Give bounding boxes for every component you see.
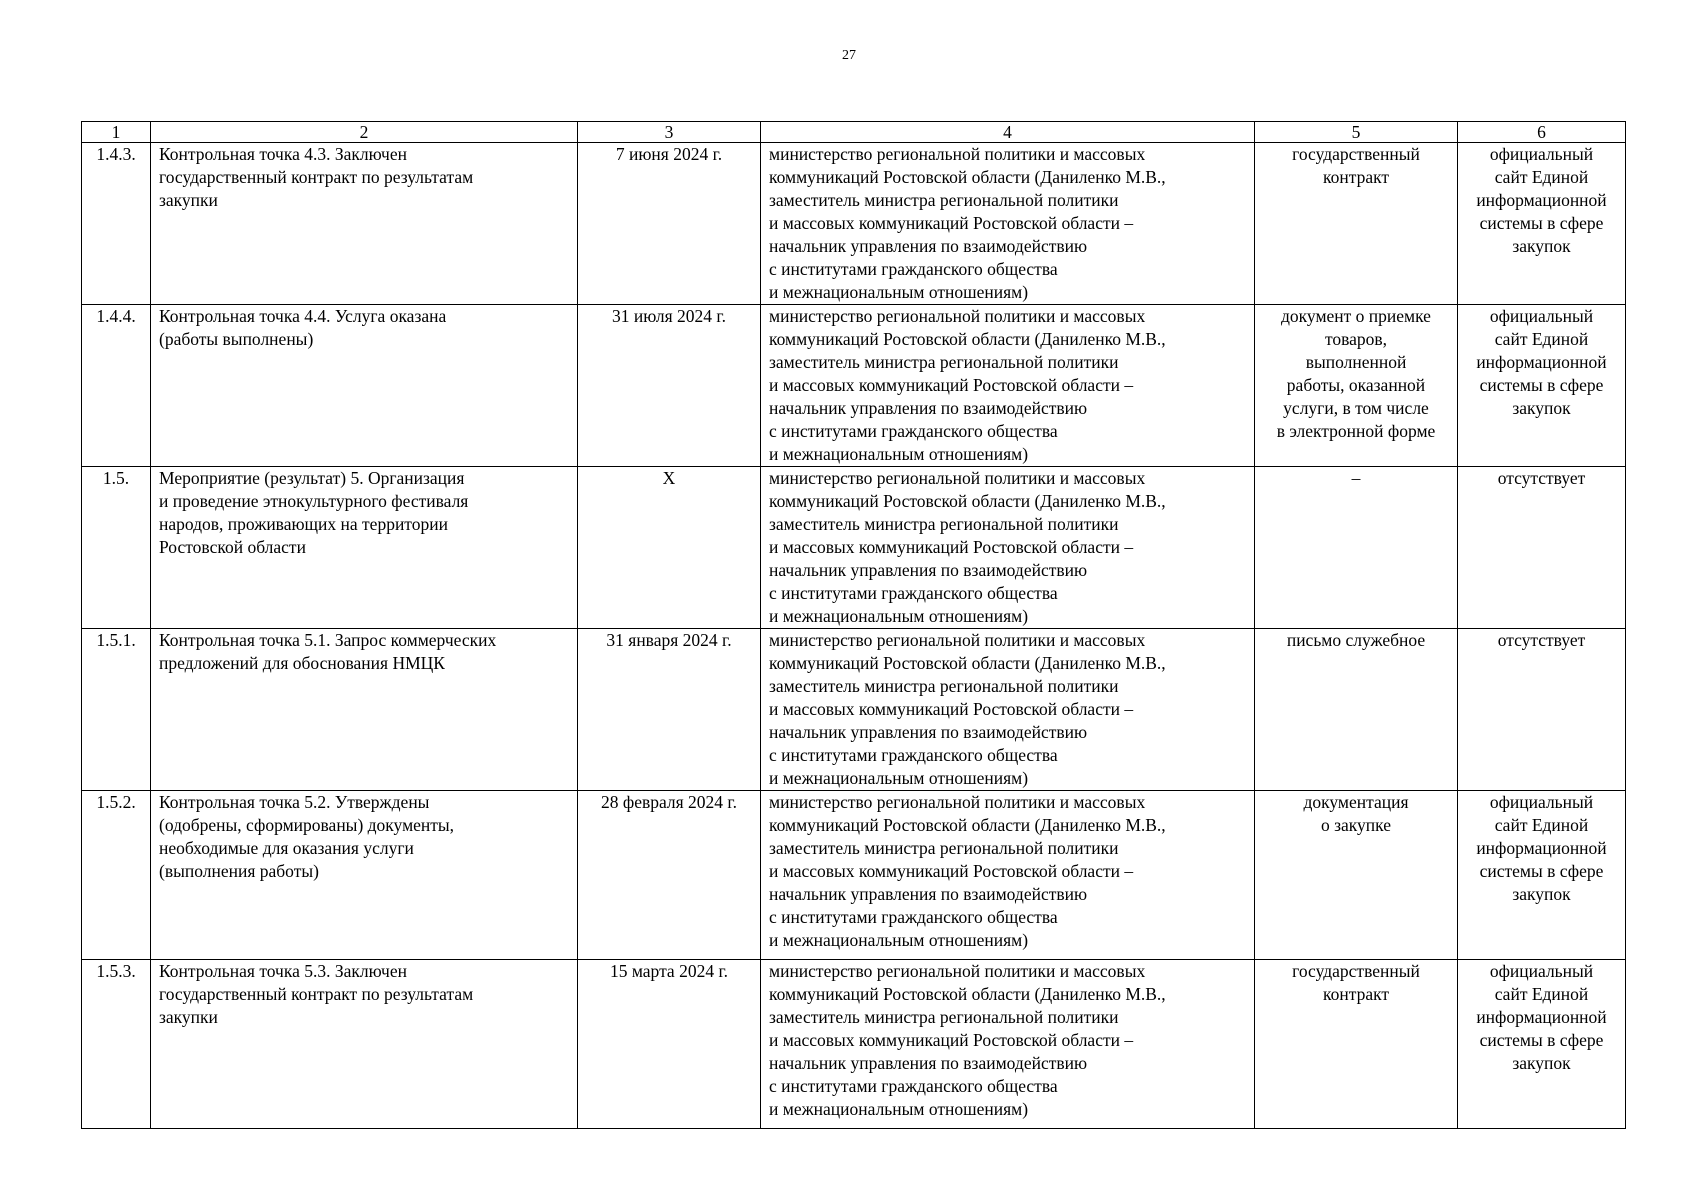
document-type xyxy=(1255,960,1458,1129)
event-name-line: (работы выполнены) xyxy=(159,329,314,349)
header-col-5: 5 xyxy=(1255,122,1458,143)
responsible-person-line: заместитель министра региональной политики xyxy=(769,838,1119,858)
information-system-line: информационной xyxy=(1476,352,1607,372)
responsible-person-line: начальник управления по взаимодействию xyxy=(769,398,1088,418)
responsible-person-line: заместитель министра региональной политики xyxy=(769,352,1119,372)
information-system-line: информационной xyxy=(1476,838,1607,858)
event-name-line: Контрольная точка 4.3. Заключен xyxy=(159,144,407,164)
event-name-line: (одобрены, сформированы) документы, xyxy=(159,815,455,835)
responsible-person-line: и массовых коммуникаций Ростовской области – xyxy=(769,699,1134,719)
responsible-person xyxy=(761,143,1255,305)
event-name-line: (выполнения работы) xyxy=(159,861,319,881)
responsible-person-line: и межнациональным отношениям) xyxy=(769,444,1029,464)
information-system-line: информационной xyxy=(1476,190,1607,210)
responsible-person-line: министерство региональной политики и массовых xyxy=(769,961,1146,981)
information-system xyxy=(1458,629,1626,791)
information-system-line: закупок xyxy=(1512,236,1571,256)
information-system-line: информационной xyxy=(1476,1007,1607,1027)
information-system-line: официальный xyxy=(1489,144,1594,164)
information-system-line: сайт Единой xyxy=(1494,984,1589,1004)
responsible-person-line: с институтами гражданского общества xyxy=(769,907,1058,927)
information-system-line: сайт Единой xyxy=(1494,329,1589,349)
table-row xyxy=(82,143,1626,305)
responsible-person-line: с институтами гражданского общества xyxy=(769,745,1058,765)
responsible-person-line: и массовых коммуникаций Ростовской области – xyxy=(769,375,1134,395)
event-name xyxy=(151,467,578,629)
responsible-person-line: министерство региональной политики и массовых xyxy=(769,792,1146,812)
responsible-person-line: коммуникаций Ростовской области (Даниленко М.В., xyxy=(769,815,1166,835)
row-number: 1.5.3. xyxy=(82,960,151,1129)
responsible-person-line: с институтами гражданского общества xyxy=(769,583,1058,603)
responsible-person-line: и массовых коммуникаций Ростовской области – xyxy=(769,861,1134,881)
information-system-line: закупок xyxy=(1512,1053,1571,1073)
information-system xyxy=(1458,143,1626,305)
table-row xyxy=(82,305,1626,467)
information-system-line: закупок xyxy=(1512,398,1571,418)
document-type-line: государственный xyxy=(1292,144,1420,164)
responsible-person-line: заместитель министра региональной политики xyxy=(769,514,1119,534)
table-row xyxy=(82,791,1626,960)
responsible-person-line: заместитель министра региональной политики xyxy=(769,676,1119,696)
event-name-line: Контрольная точка 4.4. Услуга оказана xyxy=(159,306,447,326)
deadline-date: 31 июля 2024 г. xyxy=(578,305,761,467)
event-name-line: и проведение этнокультурного фестиваля xyxy=(159,491,469,511)
document-type-line: в электронной форме xyxy=(1276,421,1436,441)
row-number: 1.4.3. xyxy=(82,143,151,305)
responsible-person-line: с институтами гражданского общества xyxy=(769,259,1058,279)
responsible-person-line: министерство региональной политики и массовых xyxy=(769,630,1146,650)
document-type xyxy=(1255,143,1458,305)
information-system xyxy=(1458,960,1626,1129)
event-name-line: Контрольная точка 5.1. Запрос коммерческих xyxy=(159,630,497,650)
document-type-line: услуги, в том числе xyxy=(1283,398,1429,418)
header-col-3: 3 xyxy=(578,122,761,143)
row-number: 1.5. xyxy=(82,467,151,629)
information-system-line: официальный xyxy=(1489,306,1594,326)
information-system-line: системы в сфере xyxy=(1479,861,1604,881)
responsible-person-line: начальник управления по взаимодействию xyxy=(769,560,1088,580)
responsible-person-line: и массовых коммуникаций Ростовской области – xyxy=(769,1030,1134,1050)
responsible-person-line: коммуникаций Ростовской области (Даниленко М.В., xyxy=(769,491,1166,511)
row-number: 1.5.1. xyxy=(82,629,151,791)
information-system-line: закупок xyxy=(1512,884,1571,904)
responsible-person-line: с институтами гражданского общества xyxy=(769,1076,1058,1096)
document-type-line: документация xyxy=(1303,792,1409,812)
information-system xyxy=(1458,305,1626,467)
document-type xyxy=(1255,467,1458,629)
deadline-date: 31 января 2024 г. xyxy=(578,629,761,791)
information-system-line: отсутствует xyxy=(1497,630,1586,650)
document-type xyxy=(1255,305,1458,467)
event-name-line: государственный контракт по результатам xyxy=(159,167,474,187)
table-row xyxy=(82,960,1626,1129)
row-number: 1.4.4. xyxy=(82,305,151,467)
responsible-person xyxy=(761,629,1255,791)
responsible-person-line: и массовых коммуникаций Ростовской области – xyxy=(769,213,1134,233)
responsible-person-line: и межнациональным отношениям) xyxy=(769,930,1029,950)
document-type-line: контракт xyxy=(1322,984,1390,1004)
event-name xyxy=(151,305,578,467)
event-name xyxy=(151,960,578,1129)
information-system-line: сайт Единой xyxy=(1494,815,1589,835)
document-type-line: письмо служебное xyxy=(1286,630,1426,650)
deadline-date: 15 марта 2024 г. xyxy=(578,960,761,1129)
responsible-person-line: коммуникаций Ростовской области (Даниленко М.В., xyxy=(769,984,1166,1004)
row-number: 1.5.2. xyxy=(82,791,151,960)
event-name xyxy=(151,143,578,305)
responsible-person-line: и межнациональным отношениям) xyxy=(769,768,1029,788)
information-system-line: официальный xyxy=(1489,792,1594,812)
responsible-person-line: и межнациональным отношениям) xyxy=(769,282,1029,302)
event-name-line: закупки xyxy=(159,1007,218,1027)
event-name xyxy=(151,791,578,960)
responsible-person-line: и межнациональным отношениям) xyxy=(769,1099,1029,1119)
deadline-date: X xyxy=(578,467,761,629)
responsible-person xyxy=(761,960,1255,1129)
document-type-line: – xyxy=(1351,468,1361,488)
event-name-line: народов, проживающих на территории xyxy=(159,514,448,534)
header-col-4: 4 xyxy=(761,122,1255,143)
document-type xyxy=(1255,629,1458,791)
event-name-line: Контрольная точка 5.2. Утверждены xyxy=(159,792,430,812)
document-type-line: товаров, xyxy=(1324,329,1388,349)
document-type-line: о закупке xyxy=(1320,815,1391,835)
table-header-row xyxy=(82,122,1626,143)
deadline-date: 7 июня 2024 г. xyxy=(578,143,761,305)
table-row xyxy=(82,467,1626,629)
event-name-line: необходимые для оказания услуги xyxy=(159,838,414,858)
control-points-table xyxy=(81,121,1626,1129)
information-system-line: системы в сфере xyxy=(1479,375,1604,395)
header-col-6: 6 xyxy=(1458,122,1626,143)
document-type-line: работы, оказанной xyxy=(1286,375,1426,395)
responsible-person-line: коммуникаций Ростовской области (Даниленко М.В., xyxy=(769,167,1166,187)
information-system-line: отсутствует xyxy=(1497,468,1586,488)
deadline-date: 28 февраля 2024 г. xyxy=(578,791,761,960)
responsible-person-line: и межнациональным отношениям) xyxy=(769,606,1029,626)
responsible-person-line: начальник управления по взаимодействию xyxy=(769,884,1088,904)
document-type-line: документ о приемке xyxy=(1281,306,1431,326)
responsible-person xyxy=(761,791,1255,960)
responsible-person-line: и массовых коммуникаций Ростовской области – xyxy=(769,537,1134,557)
responsible-person-line: коммуникаций Ростовской области (Даниленко М.В., xyxy=(769,653,1166,673)
document-type-line: выполненной xyxy=(1305,352,1407,372)
event-name-line: закупки xyxy=(159,190,218,210)
event-name-line: Ростовской области xyxy=(159,537,306,557)
responsible-person xyxy=(761,467,1255,629)
event-name-line: Мероприятие (результат) 5. Организация xyxy=(159,468,465,488)
table-body xyxy=(82,143,1626,1129)
responsible-person-line: министерство региональной политики и массовых xyxy=(769,306,1146,326)
responsible-person-line: начальник управления по взаимодействию xyxy=(769,1053,1088,1073)
responsible-person-line: коммуникаций Ростовской области (Даниленко М.В., xyxy=(769,329,1166,349)
information-system-line: системы в сфере xyxy=(1479,1030,1604,1050)
event-name-line: Контрольная точка 5.3. Заключен xyxy=(159,961,407,981)
information-system-line: сайт Единой xyxy=(1494,167,1589,187)
information-system-line: системы в сфере xyxy=(1479,213,1604,233)
document-type-line: контракт xyxy=(1322,167,1390,187)
event-name xyxy=(151,629,578,791)
responsible-person-line: начальник управления по взаимодействию xyxy=(769,236,1088,256)
responsible-person xyxy=(761,305,1255,467)
page-number: 27 xyxy=(842,48,856,63)
responsible-person-line: министерство региональной политики и массовых xyxy=(769,468,1146,488)
event-name-line: государственный контракт по результатам xyxy=(159,984,474,1004)
information-system-line: официальный xyxy=(1489,961,1594,981)
responsible-person-line: начальник управления по взаимодействию xyxy=(769,722,1088,742)
document-type-line: государственный xyxy=(1292,961,1420,981)
responsible-person-line: с институтами гражданского общества xyxy=(769,421,1058,441)
responsible-person-line: министерство региональной политики и массовых xyxy=(769,144,1146,164)
information-system xyxy=(1458,791,1626,960)
information-system xyxy=(1458,467,1626,629)
document-type xyxy=(1255,791,1458,960)
table-row xyxy=(82,629,1626,791)
responsible-person-line: заместитель министра региональной политики xyxy=(769,190,1119,210)
responsible-person-line: заместитель министра региональной политики xyxy=(769,1007,1119,1027)
header-col-2: 2 xyxy=(151,122,578,143)
header-col-1: 1 xyxy=(82,122,151,143)
event-name-line: предложений для обоснования НМЦК xyxy=(159,653,445,673)
